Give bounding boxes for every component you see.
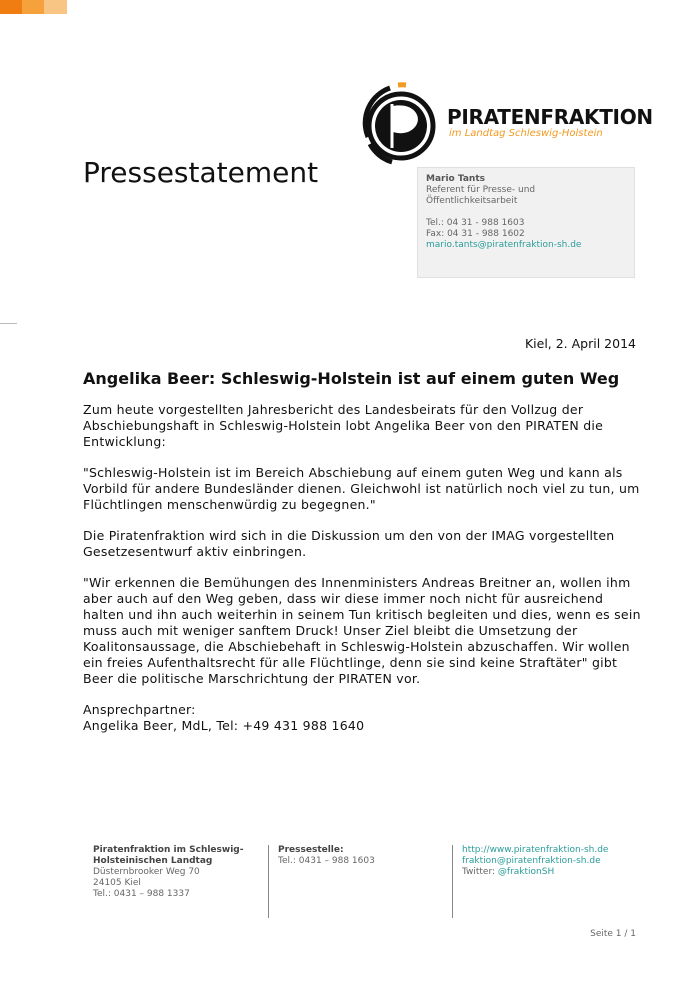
footer-org-name: Piratenfraktion im Schleswig-Holsteinischen Landtag — [93, 845, 244, 866]
contact-phone: Tel.: 04 31 - 988 1603 — [426, 218, 525, 228]
paragraph: Zum heute vorgestellten Jahresbericht des Landesbeirats für den Vollzug der Abschiebungshaft in Schleswig-Holstein lobt Angelika Beer von den PIRATEN die Entwicklung: — [83, 402, 604, 449]
logo-title: PIRATENFRAKTION — [447, 105, 653, 129]
footer-press-phone: Tel.: 0431 – 988 1603 — [278, 856, 375, 866]
footer-email-link[interactable]: fraktion@piratenfraktion-sh.de — [462, 856, 601, 866]
contact-person-paragraph: Ansprechpartner: Angelika Beer, MdL, Tel: +49 431 988 1640 — [83, 702, 365, 733]
contact-role: Referent für Presse- und Öffentlichkeitsarbeit — [426, 185, 536, 206]
footer-city: 24105 Kiel — [93, 878, 141, 888]
contact-box — [417, 167, 635, 278]
footer-address-column — [93, 845, 263, 918]
document-date: Kiel, 2. April 2014 — [524, 336, 636, 351]
twitter-handle-link[interactable]: @fraktionSH — [497, 867, 555, 877]
footer — [83, 845, 638, 918]
headline: Angelika Beer: Schleswig-Holstein ist auf einem guten Weg — [83, 369, 620, 388]
pirate-sail-logo-icon — [362, 82, 444, 168]
contact-name: Mario Tants — [426, 174, 485, 184]
footer-street: Düsternbrooker Weg 70 — [93, 867, 200, 877]
paragraph: "Schleswig-Holstein ist im Bereich Abschiebung auf einem guten Weg und kann als Vorbild für andere Bundesländer dienen. Gleichwohl ist natürlich noch viel zu tun, um Flüchtlingen menschenwürdig zu begegnen." — [83, 465, 640, 512]
footer-press-column — [268, 845, 458, 918]
logo-subtitle: im Landtag Schleswig-Holstein — [449, 128, 603, 139]
fold-mark — [0, 323, 17, 324]
paragraph: Die Piratenfraktion wird sich in die Diskussion um den von der IMAG vorgestellten Gesetzesentwurf aktiv einbringen. — [83, 528, 615, 559]
footer-links-column — [452, 845, 642, 918]
document-type-title: Pressestatement — [83, 156, 319, 189]
paragraph: "Wir erkennen die Bemühungen des Innenministers Andreas Breitner an, wollen ihm aber auch auf den Weg geben, dass wir diese immer noch nicht für ausreichend halten und ihn auch weiterhin in seinem Tun kritisch begleiten und dies, wenn es sein muss auch mit weniger sanftem Druck! Unser Ziel bleibt die Umsetzung der Koalitonsaussage, die Abschiebehaft in Schleswig-Holstein abzuschaffen. Wir wollen ein freies Aufenthaltsrecht für alle Flüchtlinge, denn sie sind keine Straftäter" gibt Beer die politische Marschrichtung der PIRATEN vor. — [83, 575, 641, 686]
twitter-label: Twitter: — [462, 867, 496, 877]
piratenfraktion-logo — [362, 82, 653, 170]
footer-press-label: Pressestelle: — [278, 845, 344, 855]
footer-twitter — [462, 867, 642, 878]
contact-email-link[interactable]: mario.tants@piratenfraktion-sh.de — [426, 240, 582, 250]
footer-website-link[interactable]: http://www.piratenfraktion-sh.de — [462, 845, 609, 855]
contact-fax: Fax: 04 31 - 988 1602 — [426, 229, 525, 239]
press-body — [83, 402, 643, 749]
footer-org-phone: Tel.: 0431 – 988 1337 — [93, 889, 190, 899]
page-number: Seite 1 / 1 — [590, 929, 636, 939]
